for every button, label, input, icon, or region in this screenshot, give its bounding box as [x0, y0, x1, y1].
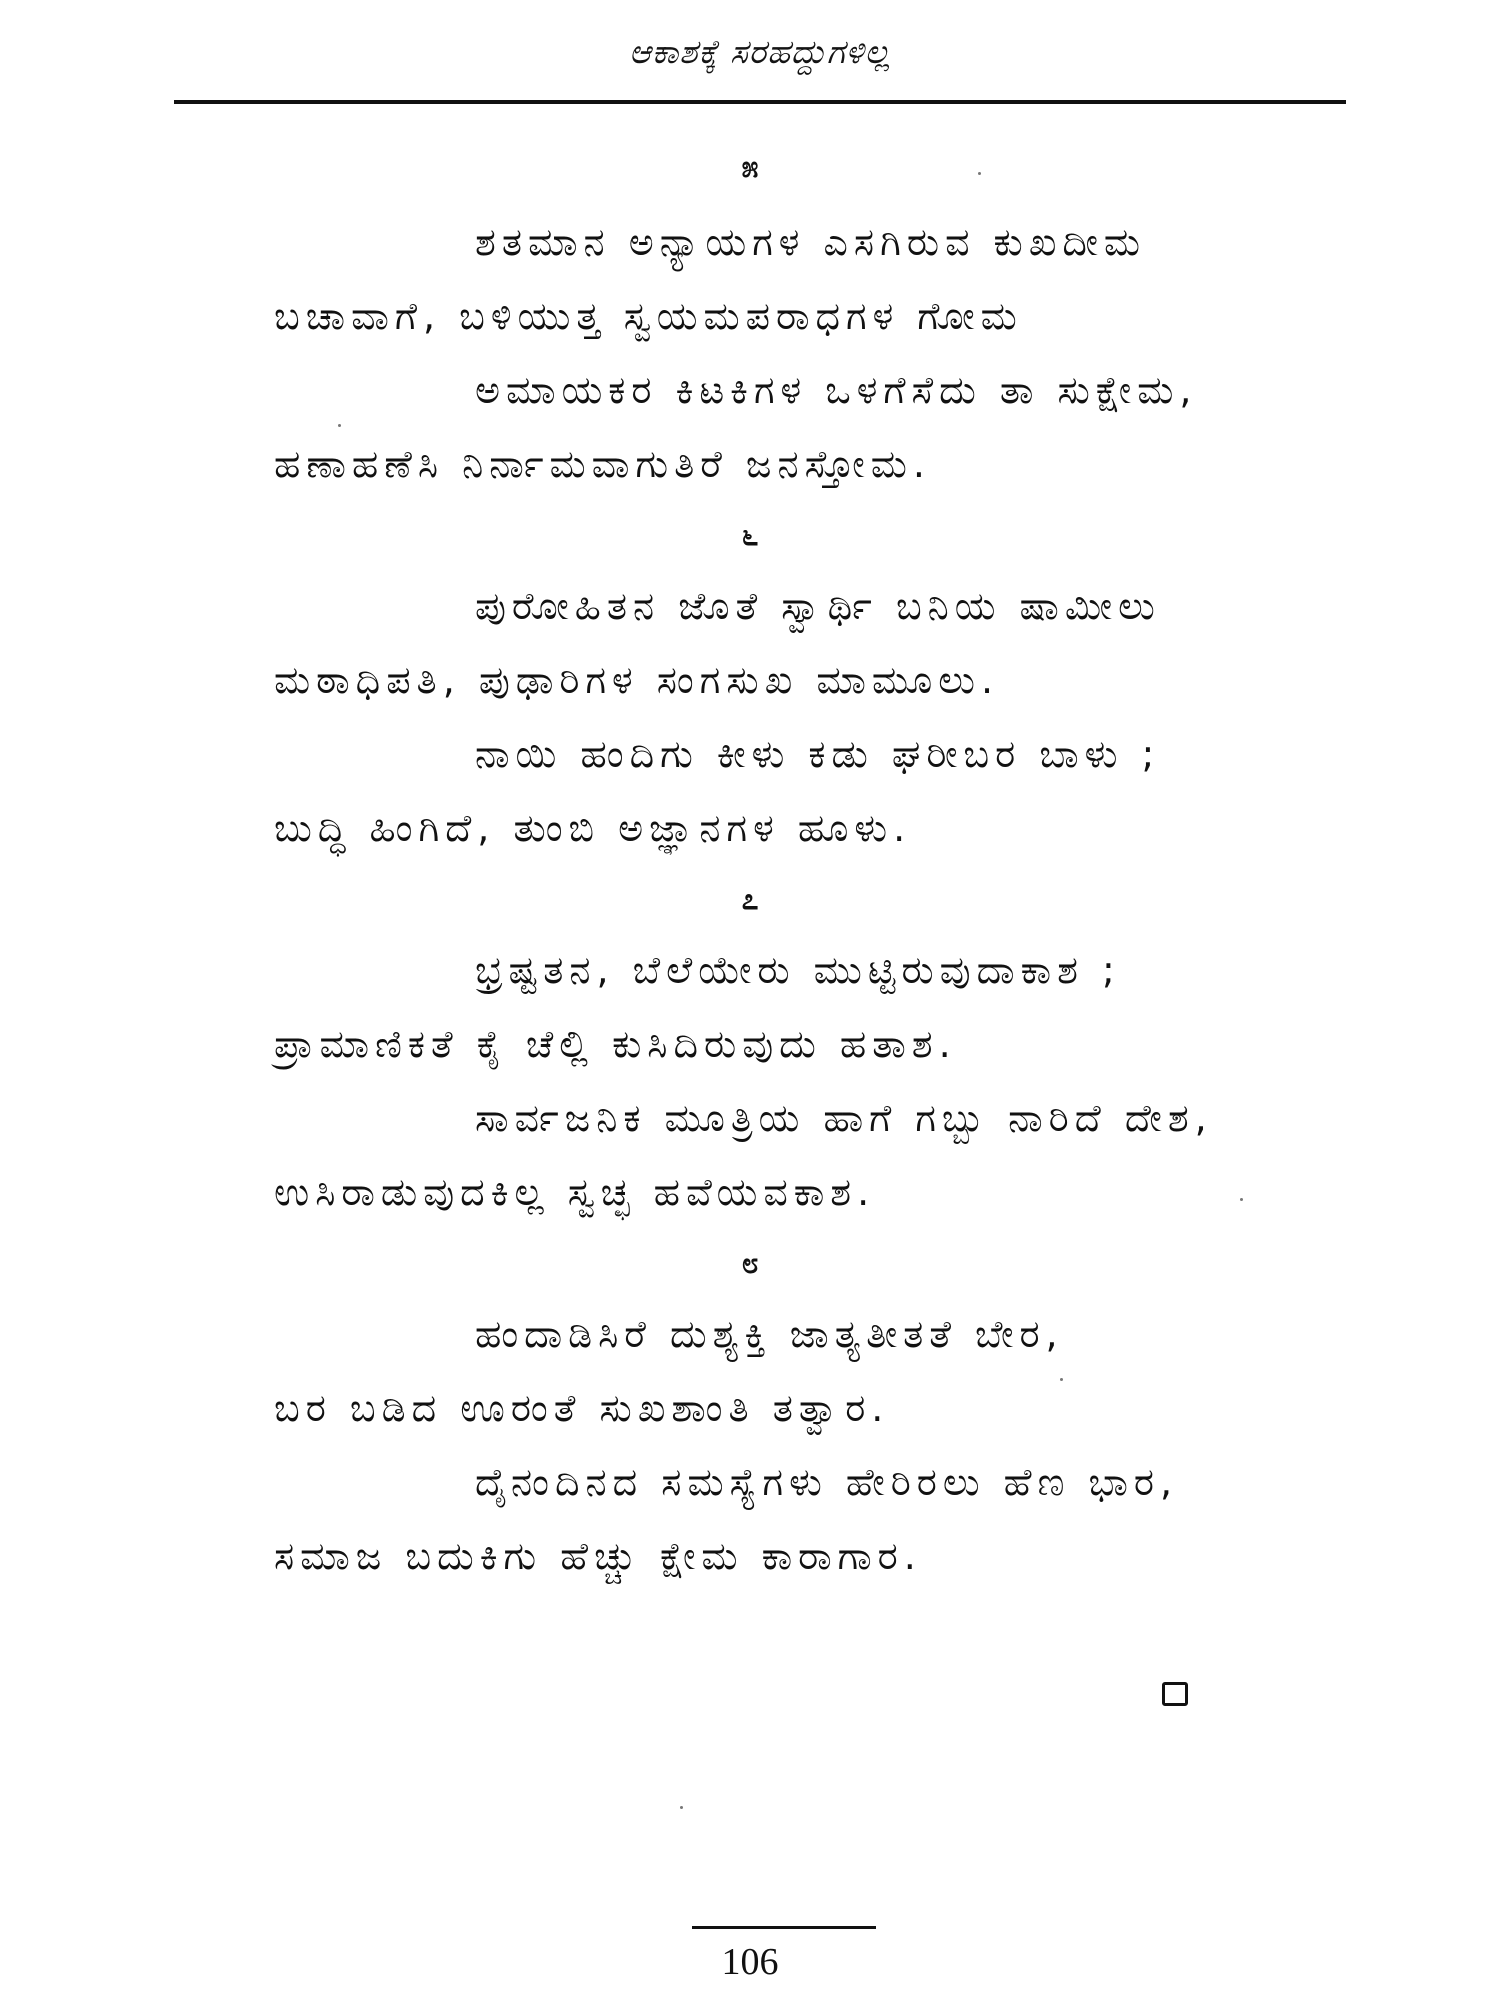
verse-line: ನಾಯಿ ಹಂದಿಗು ಕೀಳು ಕಡು ಘರೀಬರ ಬಾಳು ;	[475, 732, 1161, 776]
verse-line: ಸಮಾಜ ಬದುಕಿಗು ಹೆಚ್ಚು ಕ್ಷೇಮ ಕಾರಾಗಾರ.	[274, 1534, 922, 1578]
scan-speck	[1240, 1198, 1243, 1201]
stanza-number: ೬	[741, 518, 759, 553]
verse-line: ಬುದ್ಧಿ ಹಿಂಗಿದೆ, ತುಂಬಿ ಅಜ್ಞಾನಗಳ ಹೂಳು.	[274, 806, 912, 850]
scan-speck	[978, 172, 981, 175]
page-number: 106	[721, 1941, 779, 1983]
header-rule	[174, 100, 1346, 104]
verse-line: ಸಾರ್ವಜನಿಕ ಮೂತ್ರಿಯ ಹಾಗೆ ಗಬ್ಬು ನಾರಿದೆ ದೇಶ,	[475, 1096, 1213, 1140]
scan-speck	[1060, 1378, 1063, 1381]
running-head: ಆಕಾಶಕ್ಕೆ ಸರಹದ್ದುಗಳಿಲ್ಲ	[629, 32, 891, 71]
scan-speck	[338, 424, 341, 427]
verse-line: ಬಚಾವಾಗೆ, ಬಳಿಯುತ್ತ ಸ್ವಯಮಪರಾಧಗಳ ಗೋಮ	[274, 294, 1023, 338]
end-square-icon	[1162, 1682, 1188, 1706]
verse-line: ಅಮಾಯಕರ ಕಿಟಕಿಗಳ ಒಳಗೆಸೆದು ತಾ ಸುಕ್ಷೇಮ,	[475, 368, 1198, 412]
verse-line: ಭ್ರಷ್ಟತನ, ಬೆಲೆಯೇರು ಮುಟ್ಟಿರುವುದಾಕಾಶ ;	[475, 948, 1121, 992]
footer-rule	[692, 1926, 876, 1929]
verse-line: ಪ್ರಾಮಾಣಿಕತೆ ಕೈ ಚೆಲ್ಲಿ ಕುಸಿದಿರುವುದು ಹತಾಶ.	[274, 1022, 957, 1066]
verse-line: ಶತಮಾನ ಅನ್ಯಾಯಗಳ ಎಸಗಿರುವ ಕುಖದೀಮ	[475, 220, 1147, 264]
verse-line: ಪುರೋಹಿತನ ಜೊತೆ ಸ್ವಾರ್ಥಿ ಬನಿಯ ಷಾಮೀಲು	[475, 584, 1161, 628]
verse-line: ದೈನಂದಿನದ ಸಮಸ್ಯೆಗಳು ಹೇರಿರಲು ಹೆಣ ಭಾರ,	[475, 1460, 1179, 1504]
scan-speck	[680, 1806, 683, 1809]
verse-line: ಹಣಾಹಣೆಸಿ ನಿರ್ನಾಮವಾಗುತಿರೆ ಜನಸ್ತೋಮ.	[274, 442, 931, 486]
verse-line: ಬರ ಬಡಿದ ಊರಂತೆ ಸುಖಶಾಂತಿ ತತ್ವಾರ.	[274, 1386, 890, 1430]
stanza-number: ೫	[741, 150, 759, 185]
verse-line: ಹಂದಾಡಿಸಿರೆ ದುಶ್ಯಕ್ತಿ ಜಾತ್ಯತೀತತೆ ಬೇರ,	[475, 1312, 1064, 1356]
stanza-number: ೭	[741, 882, 759, 917]
verse-line: ಮಠಾಧಿಪತಿ, ಪುಢಾರಿಗಳ ಸಂಗಸುಖ ಮಾಮೂಲು.	[274, 658, 1000, 702]
stanza-number: ೮	[741, 1246, 759, 1281]
verse-line: ಉಸಿರಾಡುವುದಕಿಲ್ಲ ಸ್ವಚ್ಛ ಹವೆಯವಕಾಶ.	[274, 1170, 876, 1214]
